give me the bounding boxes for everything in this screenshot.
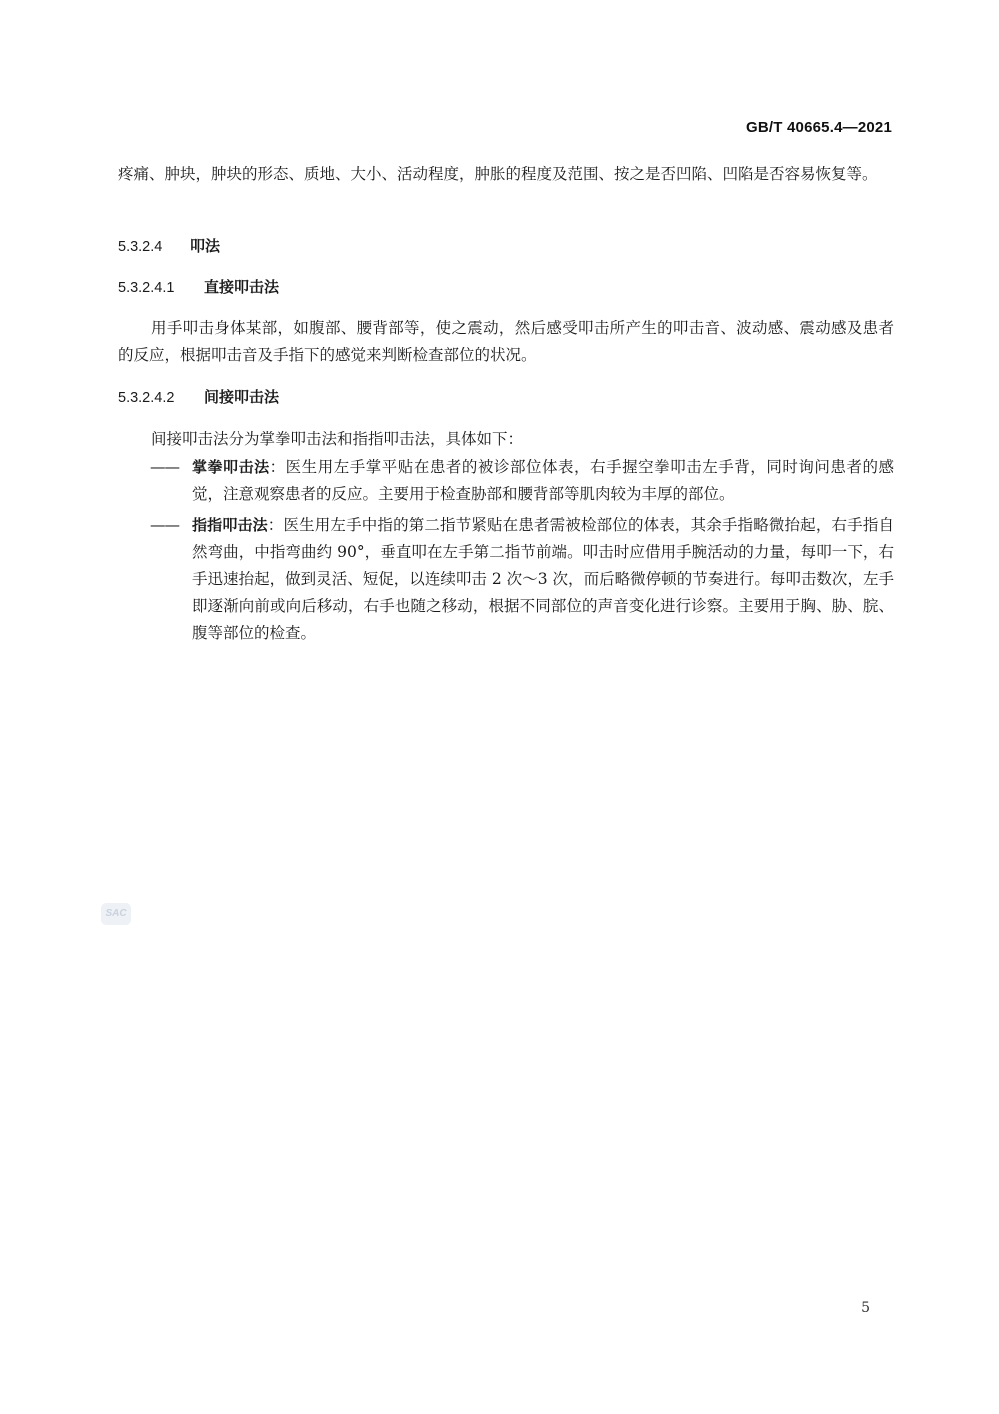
indirect-percussion-intro: 间接叩击法分为掌拳叩击法和指指叩击法，具体如下： [151, 430, 524, 448]
section-number: 5.3.2.4.2 [118, 390, 175, 406]
section-number: 5.3.2.4 [118, 239, 163, 255]
list-dash: —— [150, 458, 179, 476]
page-number: 5 [861, 1300, 870, 1316]
section-heading-5-3-2-4-2 [118, 386, 279, 409]
section-title: 间接叩击法 [204, 388, 280, 406]
direct-percussion-paragraph: 用手叩击身体某部，如腹部、腰背部等，使之震动，然后感受叩击所产生的叩击音、波动感、震动感及患者的反应，根据叩击音及手指下的感觉来判断检查部位的状况。 [118, 319, 894, 364]
list-item [150, 512, 894, 647]
continuation-paragraph: 疼痛、肿块，肿块的形态、质地、大小、活动程度，肿胀的程度及范围、按之是否凹陷、凹陷是否容易恢复等。 [118, 165, 878, 183]
sac-watermark-logo [101, 903, 131, 925]
section-title: 叩法 [190, 237, 221, 255]
list-item-term: 掌拳叩击法 [192, 458, 270, 476]
list-item-text: ：医生用左手掌平贴在患者的被诊部位体表，右手握空拳叩击左手背，同时询问患者的感觉，注意观察患者的反应。主要用于检查胁部和腰背部等肌肉较为丰厚的部位。 [192, 458, 894, 503]
list-dash: —— [150, 516, 179, 534]
standard-code: GB/T 40665.4—2021 [746, 119, 892, 136]
list-item-term: 指指叩击法 [192, 516, 268, 534]
section-heading-5-3-2-4 [118, 235, 220, 258]
section-title: 直接叩击法 [204, 278, 280, 296]
watermark-text: SAC [105, 908, 127, 919]
list-item-text: ：医生用左手中指的第二指节紧贴在患者需被检部位的体表，其余手指略微抬起，右手指自然弯曲，中指弯曲约 90°，垂直叩在左手第二指节前端。叩击时应借用手腕活动的力量，每叩一下，右手迅速抬起，做到灵活、短促，以连续叩击 2 次～3 次，而后略微停顿的节奏进行。每叩击数次，左手即逐渐向前或向后移动，右手也随之移动，根据不同部位的声音变化进行诊察。主要用于胸、胁、脘、腹等部位的检查。 [192, 516, 894, 642]
list-item [150, 454, 894, 508]
section-number: 5.3.2.4.1 [118, 280, 175, 296]
section-heading-5-3-2-4-1 [118, 276, 279, 299]
